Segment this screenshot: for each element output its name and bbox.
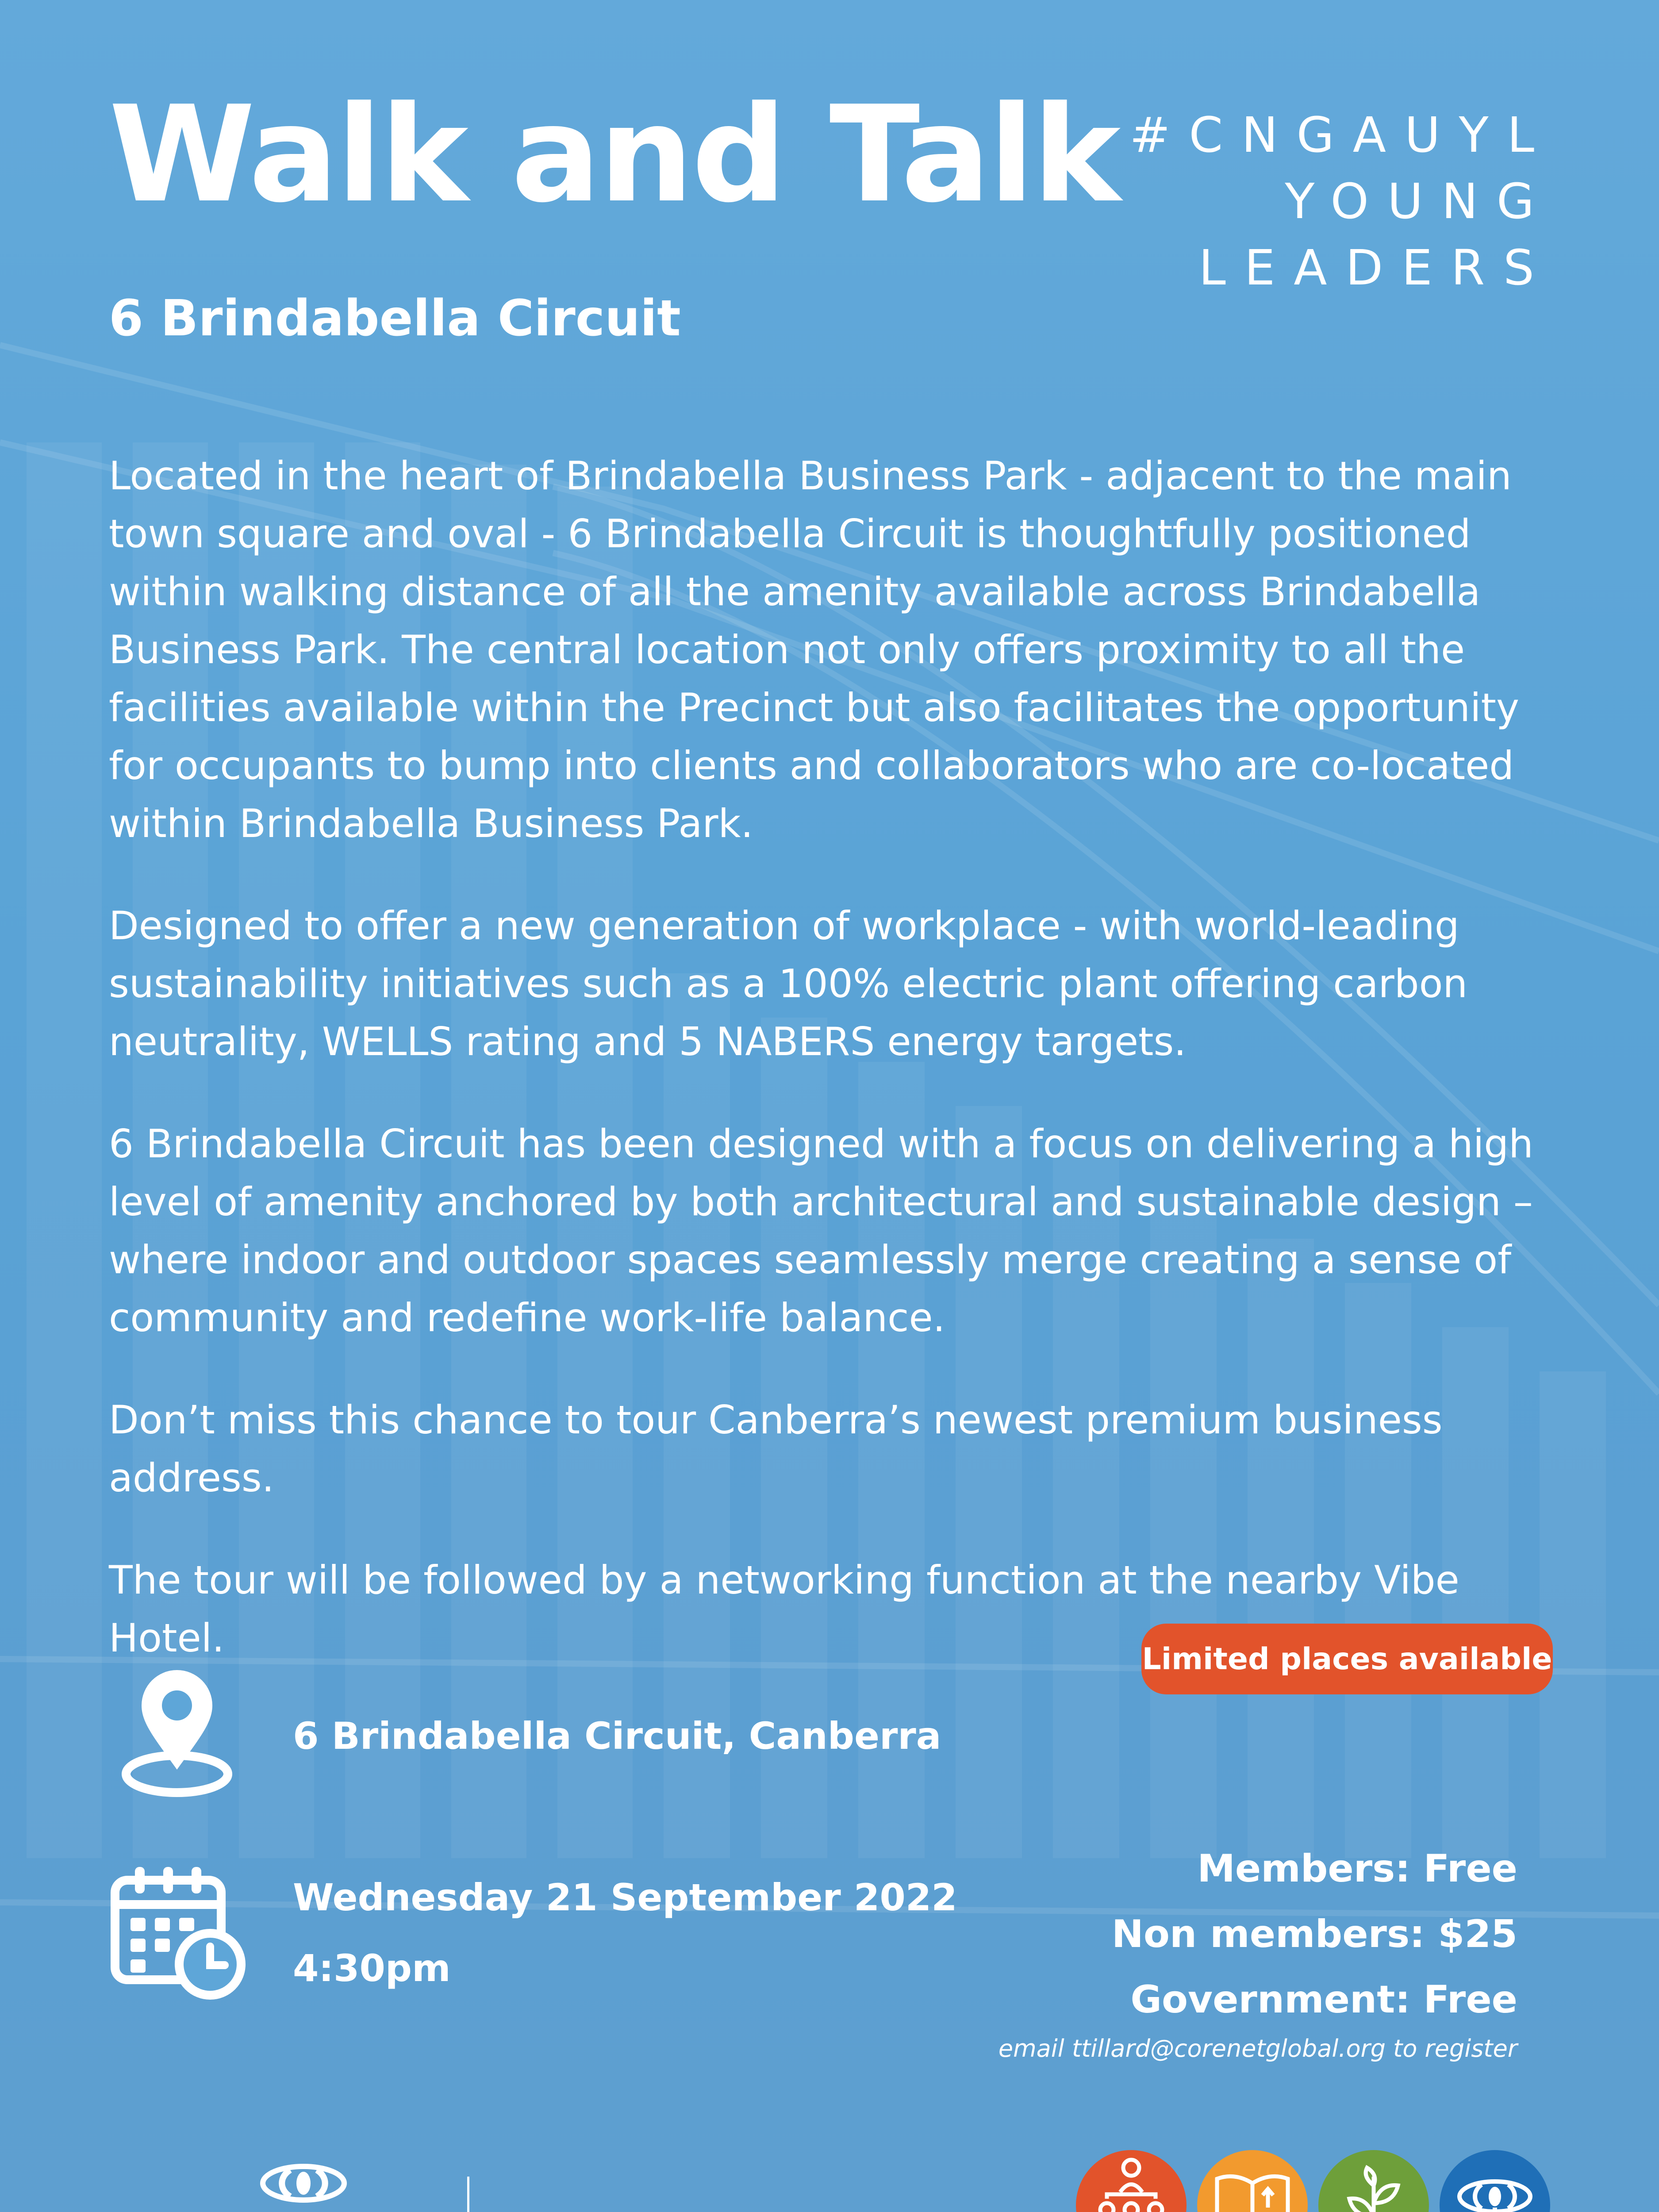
grow-circle — [1318, 2150, 1429, 2212]
people-network-icon — [1076, 2150, 1187, 2212]
logo-divider — [467, 2177, 469, 2212]
map-pin-icon — [119, 1668, 234, 1801]
limited-places-badge: Limited places available — [1141, 1624, 1553, 1694]
calendar-clock-icon — [111, 1863, 248, 2000]
open-book-icon — [1197, 2150, 1308, 2212]
learn-circle — [1197, 2150, 1308, 2212]
event-description — [109, 447, 1560, 1711]
young-leaders-tagline — [1129, 102, 1553, 301]
pricing-block — [998, 1836, 1517, 2069]
tagline-hashtag: #CNGAUYL — [1129, 107, 1553, 163]
event-date: Wednesday 21 September 2022 — [293, 1876, 957, 1919]
belong-circle — [1440, 2150, 1550, 2212]
description-paragraph-3: 6 Brindabella Circuit has been designed with a focus on delivering a high level of amenity anchored by both architectural and sustainable design – where indoor and outdoor spaces seamlessly merge creating a sense of community and redefine work-life balance. — [109, 1121, 1533, 1340]
price-government: Government: Free — [1130, 1978, 1517, 2022]
event-subtitle: 6 Brindabella Circuit — [109, 290, 681, 347]
corenet-values — [1071, 2150, 1548, 2212]
description-paragraph-2: Designed to offer a new generation of workplace - with world-leading sustainability initiatives such as a 100% electric plant offering carbon neutrality, WELLS rating and 5 NABERS energy targets. — [109, 903, 1468, 1064]
event-time: 4:30pm — [293, 1947, 451, 1990]
registration-note: email ttillard@corenetglobal.org to register — [998, 2035, 1517, 2062]
price-members: Members: Free — [1197, 1847, 1517, 1891]
event-title: Walk and Talk — [109, 77, 1119, 232]
description-paragraph-5: The tour will be followed by a networking function at the nearby Vibe Hotel. — [109, 1557, 1459, 1661]
connect-circle — [1076, 2150, 1187, 2212]
description-paragraph-4: Don’t miss this chance to tour Canberra’s newest premium business address. — [109, 1397, 1443, 1501]
description-paragraph-1: Located in the heart of Brindabella Business Park - adjacent to the main town square and oval - 6 Brindabella Circuit is thoughtfully positioned within walking distance of all the amenity available across Brindabella Business Park. The central location not only offers proximity to all the facilities available within the Precinct but also facilitates the opportunity for occupants to bump into clients and collaborators who are co-located within Brindabella Business Park. — [109, 453, 1520, 846]
event-location: 6 Brindabella Circuit, Canberra — [293, 1714, 941, 1758]
corenet-emblem-icon — [259, 2163, 348, 2203]
sprout-icon — [1318, 2150, 1429, 2212]
corenet-emblem-icon — [1440, 2150, 1550, 2212]
tagline-line-2: YOUNG — [1285, 173, 1553, 230]
tagline-line-3: LEADERS — [1198, 239, 1553, 296]
price-non-members: Non members: $25 — [1111, 1912, 1517, 1956]
